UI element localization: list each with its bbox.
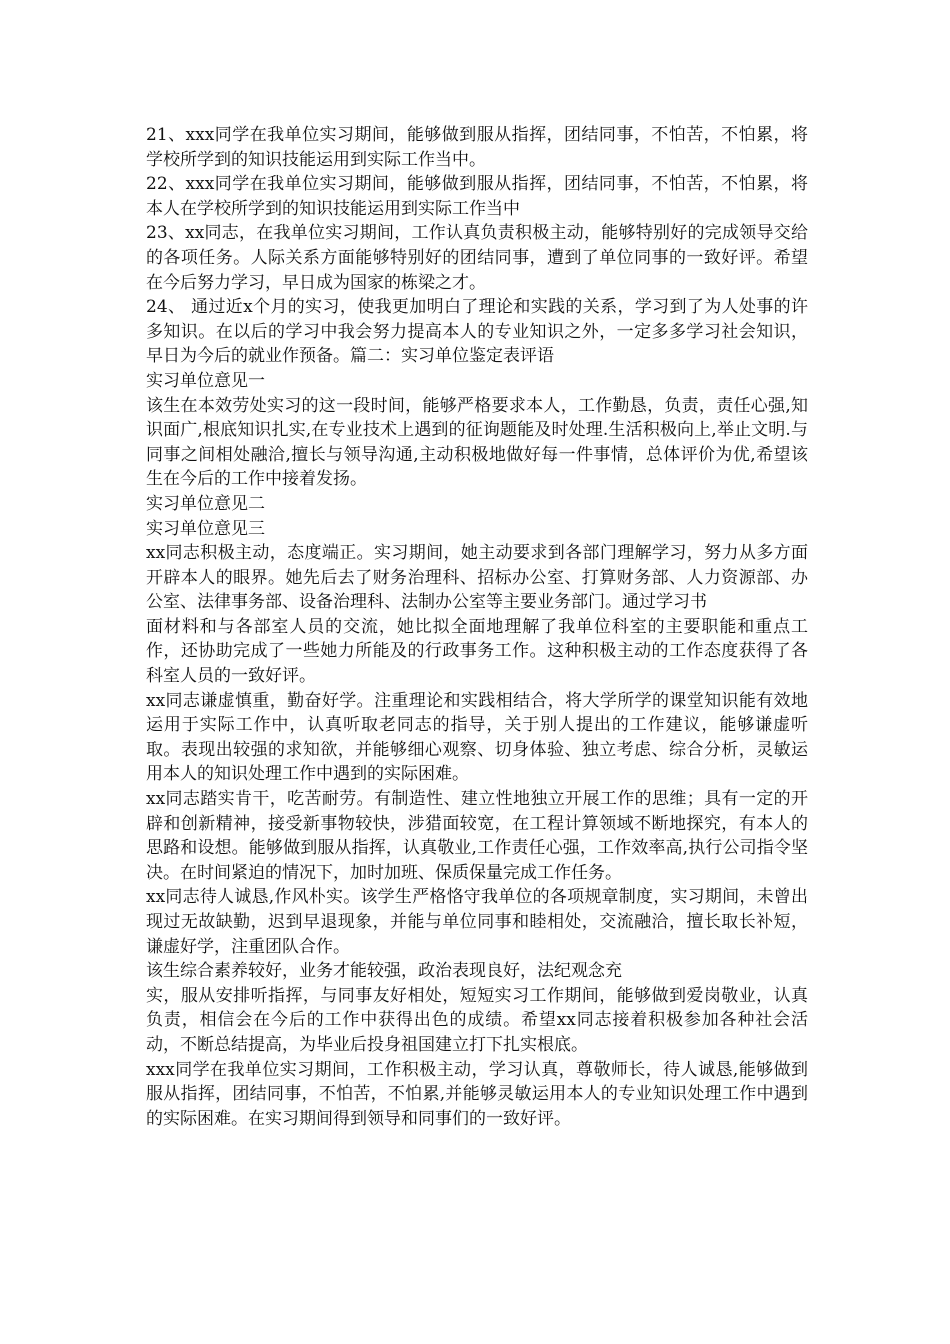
paragraph: 21、xxx同学在我单位实习期间，能够做到服从指挥，团结同事，不怕苦，不怕累，将学校所学到的知识技能运用到实际工作当中。 [146, 125, 808, 170]
paragraph: xx同志谦虚慎重，勤奋好学。注重理论和实践相结合，将大学所学的课堂知识能有效地运用于实际工作中，认真听取老同志的指导，关于别人提出的工作建议，能够谦虚听取。表现出较强的求知欲，并能够细心观察、切身体验、独立考虑、综合分析，灵敏运用本人的知识处理工作中遇到的实际困难。 [146, 690, 808, 785]
section-heading: 实习单位意见二 [146, 493, 265, 514]
paragraph: 24、 通过近x个月的实习，使我更加明白了理论和实践的关系，学习到了为人处事的许多知识。在以后的学习中我会努力提高本人的专业知识之外，一定多多学习社会知识，早日为今后的就业作预备。篇二：实习单位鉴定表评语 [146, 297, 808, 367]
paragraph: xx同志踏实肯干，吃苦耐劳。有制造性、建立性地独立开展工作的思维；具有一定的开辟和创新精神，接受新事物较快，涉猎面较宽，在工程计算领域不断地探究，有本人的思路和设想。能够做到服从指挥，认真敬业,工作责任心强，工作效率高,执行公司指令坚决。在时间紧迫的情况下，加时加班、保质保量完成工作任务。 [146, 789, 808, 883]
paragraph: 实，服从安排听指挥，与同事友好相处，短短实习工作期间，能够做到爱岗敬业，认真负责，相信会在今后的工作中获得出色的成绩。希望xx同志接着积极参加各种社会活动，不断总结提高，为毕业后投身祖国建立打下扎实根底。 [146, 985, 808, 1055]
paragraph: xx同志积极主动，态度端正。实习期间，她主动要求到各部门理解学习，努力从多方面开辟本人的眼界。她先后去了财务治理科、招标办公室、打算财务部、人力资源部、办公室、法律事务部、设备治理科、法制办公室等主要业务部门。通过学习书 [146, 543, 808, 613]
paragraph: 22、xxx同学在我单位实习期间，能够做到服从指挥，团结同事，不怕苦，不怕累，将本人在学校所学到的知识技能运用到实际工作当中 [146, 174, 808, 219]
paragraph: 面材料和与各部室人员的交流，她比拟全面地理解了我单位科室的主要职能和重点工作，还协助完成了一些她力所能及的行政事务工作。这种积极主动的工作态度获得了各科室人员的一致好评。 [146, 616, 808, 687]
section-heading: 实习单位意见三 [146, 518, 265, 539]
paragraph: xxx同学在我单位实习期间，工作积极主动，学习认真，尊敬师长，待人诚恳,能够做到服从指挥，团结同事，不怕苦，不怕累,并能够灵敏运用本人的专业知识处理工作中遇到的实际困难。在实习期间得到领导和同事们的一致好评。 [146, 1059, 808, 1129]
paragraph: 该生在本效劳处实习的这一段时间，能够严格要求本人，工作勤恳，负责，责任心强,知识面广,根底知识扎实,在专业技术上遇到的征询题能及时处理.生活积极向上,举止文明.与同事之间相处融洽,擅长与领导沟通,主动积极地做好每一件事情，总体评价为优,希望该生在今后的工作中接着发扬。 [146, 395, 808, 490]
paragraph: 该生综合素养较好，业务才能较强，政治表现良好，法纪观念充 [146, 961, 622, 982]
document-body [146, 123, 808, 1131]
paragraph: 23、xx同志，在我单位实习期间，工作认真负责积极主动，能够特别好的完成领导交给的各项任务。人际关系方面能够特别好的团结同事，遭到了单位同事的一致好评。希望在今后努力学习，早日成为国家的栋梁之才。 [146, 223, 808, 293]
section-heading: 实习单位意见一 [146, 370, 265, 391]
paragraph: xx同志待人诚恳,作风朴实。该学生严格恪守我单位的各项规章制度，实习期间，未曾出现过无故缺勤，迟到早退现象，并能与单位同事和睦相处，交流融洽，擅长取长补短，谦虚好学，注重团队合作。 [146, 887, 808, 957]
